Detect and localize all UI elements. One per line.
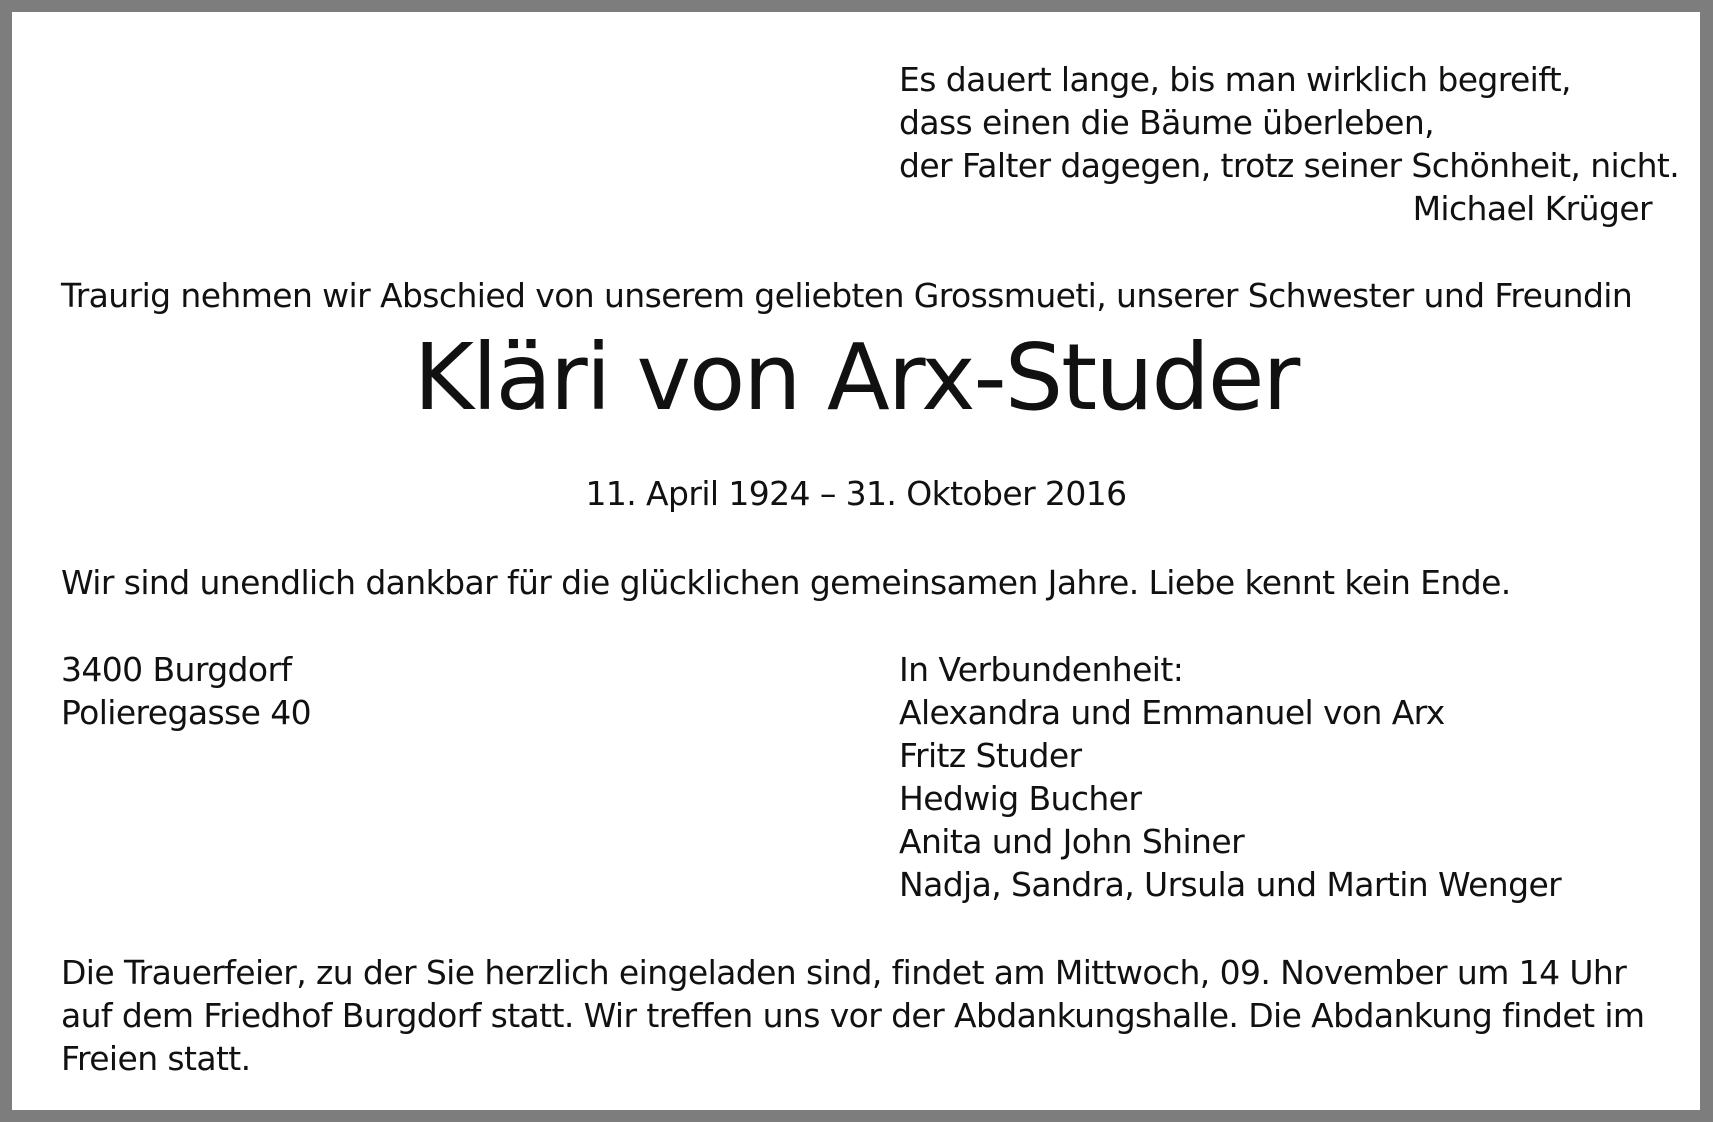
mourner-name: Alexandra und Emmanuel von Arx — [899, 693, 1445, 732]
deceased-name: Kläri von Arx-Studer — [413, 324, 1299, 431]
quote-author: Michael Krüger — [1412, 189, 1652, 228]
farewell-intro: Traurig nehmen wir Abschied von unserem geliebten Grossmueti, unserer Schwester und Freundin — [61, 276, 1633, 315]
mourner-name: Fritz Studer — [899, 736, 1082, 775]
family-address — [61, 648, 311, 734]
mourners-heading: In Verbundenheit: — [899, 650, 1184, 689]
mourner-name: Nadja, Sandra, Ursula und Martin Wenger — [899, 865, 1562, 904]
quote-line: Es dauert lange, bis man wirklich begreift, — [899, 60, 1571, 99]
address-line: Polieregasse 40 — [61, 693, 312, 732]
funeral-ceremony-notice — [61, 951, 1681, 1080]
mourner-name: Anita und John Shiner — [899, 822, 1245, 861]
ceremony-line: Die Trauerfeier, zu der Sie herzlich eingeladen sind, findet am Mittwoch, 09. November um 14 Uhr — [61, 953, 1627, 992]
address-line: 3400 Burgdorf — [61, 650, 292, 689]
poem-quote — [899, 58, 1680, 230]
gratitude-statement: Wir sind unendlich dankbar für die glücklichen gemeinsamen Jahre. Liebe kennt kein Ende. — [61, 563, 1511, 602]
ceremony-line: auf dem Friedhof Burgdorf statt. Wir treffen uns vor der Abdankungshalle. Die Abdankung findet im — [61, 996, 1645, 1035]
obituary-card — [12, 12, 1700, 1110]
ceremony-line: Freien statt. — [61, 1039, 251, 1078]
quote-line: dass einen die Bäume überleben, — [899, 103, 1435, 142]
mourners-list — [899, 648, 1561, 906]
mourner-name: Hedwig Bucher — [899, 779, 1142, 818]
quote-line: der Falter dagegen, trotz seiner Schönheit, nicht. — [899, 146, 1680, 185]
life-dates: 11. April 1924 – 31. Oktober 2016 — [585, 474, 1127, 513]
